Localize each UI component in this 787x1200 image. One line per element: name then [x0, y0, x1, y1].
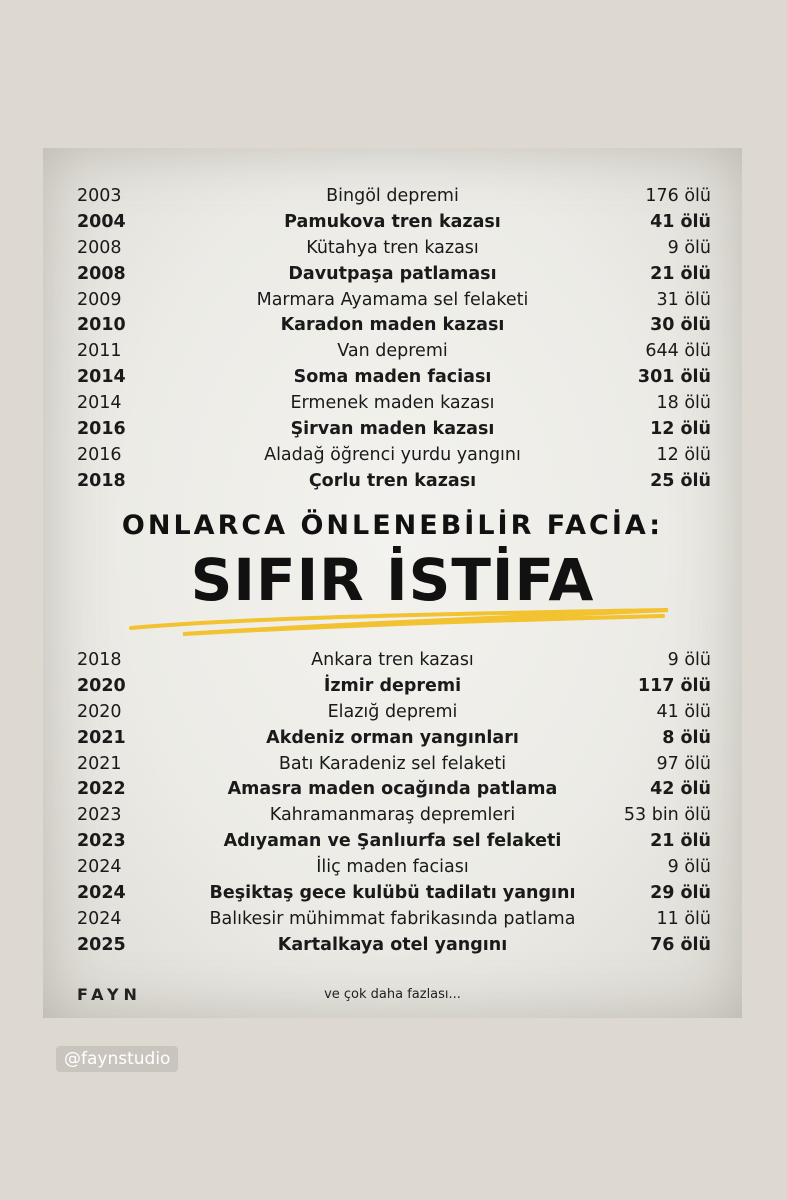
incident-year: 2010	[77, 315, 126, 336]
incident-row	[43, 288, 742, 314]
incident-row	[43, 339, 742, 365]
death-toll: 53 bin ölü	[623, 805, 711, 826]
incident-name: Batı Karadeniz sel felaketi	[278, 753, 507, 774]
incident-name: Şirvan maden kazası	[290, 419, 495, 440]
incident-year: 2016	[77, 419, 126, 440]
incident-name: Beşiktaş gece kulübü tadilatı yangını	[209, 883, 576, 904]
death-toll: 31 ölü	[656, 289, 711, 310]
incident-name: Akdeniz orman yangınları	[266, 727, 519, 748]
incident-year: 2020	[77, 701, 122, 722]
incident-name: Marmara Ayamama sel felaketi	[256, 289, 529, 310]
death-toll: 9 ölü	[667, 857, 711, 878]
incident-year: 2021	[77, 727, 126, 748]
subheading: ONLARCA ÖNLENEBİLİR FACİA:	[121, 510, 664, 541]
incident-row	[43, 648, 742, 674]
incident-row	[43, 236, 742, 262]
brand-logo: FAYN	[77, 985, 142, 1004]
death-toll: 76 ölü	[650, 934, 711, 955]
death-toll: 41 ölü	[656, 701, 711, 722]
death-toll: 176 ölü	[645, 186, 711, 206]
incident-row	[43, 443, 742, 469]
incident-year: 2024	[77, 908, 122, 929]
incident-row	[43, 262, 742, 288]
death-toll: 12 ölü	[656, 444, 711, 465]
incident-year: 2008	[77, 237, 122, 258]
death-toll: 9 ölü	[667, 650, 711, 670]
incident-year: 2018	[77, 650, 122, 670]
death-toll: 30 ölü	[650, 315, 711, 336]
brush-underline	[123, 600, 673, 640]
footer-note: ve çok daha fazlası...	[324, 987, 461, 1002]
death-toll: 18 ölü	[656, 393, 711, 414]
incident-name: Ermenek maden kazası	[290, 393, 495, 414]
death-toll: 29 ölü	[650, 883, 711, 904]
death-toll: 8 ölü	[662, 727, 711, 748]
top-incident-list	[43, 184, 742, 495]
incident-row	[43, 933, 742, 959]
incident-row	[43, 881, 742, 907]
death-toll: 41 ölü	[650, 211, 711, 232]
incident-name: İliç maden faciası	[316, 857, 469, 878]
poster	[43, 148, 742, 1018]
incident-year: 2009	[77, 289, 122, 310]
incident-year: 2020	[77, 675, 126, 696]
incident-row	[43, 391, 742, 417]
death-toll: 25 ölü	[650, 470, 711, 491]
death-toll: 21 ölü	[650, 831, 711, 852]
incident-name: Balıkesir mühimmat fabrikasında patlama	[209, 908, 576, 929]
death-toll: 117 ölü	[637, 675, 711, 696]
death-toll: 11 ölü	[656, 908, 711, 929]
incident-year: 2014	[77, 393, 122, 414]
death-toll: 644 ölü	[645, 341, 711, 362]
incident-year: 2024	[77, 857, 122, 878]
incident-name: İzmir depremi	[323, 675, 462, 696]
incident-row	[43, 803, 742, 829]
incident-year: 2008	[77, 263, 126, 284]
incident-row	[43, 829, 742, 855]
death-toll: 42 ölü	[650, 779, 711, 800]
incident-row	[43, 469, 742, 495]
incident-name: Karadon maden kazası	[280, 315, 505, 336]
death-toll: 12 ölü	[650, 419, 711, 440]
account-handle[interactable]: @faynstudio	[56, 1046, 178, 1072]
incident-row	[43, 184, 742, 210]
incident-row	[43, 726, 742, 752]
incident-row	[43, 365, 742, 391]
incident-row	[43, 210, 742, 236]
death-toll: 97 ölü	[656, 753, 711, 774]
incident-year: 2014	[77, 367, 126, 388]
incident-name: Ankara tren kazası	[311, 650, 474, 670]
incident-row	[43, 417, 742, 443]
incident-name: Aladağ öğrenci yurdu yangını	[264, 444, 521, 465]
incident-name: Bingöl depremi	[326, 186, 459, 206]
bottom-incident-list	[43, 648, 742, 959]
incident-name: Kartalkaya otel yangını	[277, 934, 508, 955]
death-toll: 301 ölü	[637, 367, 711, 388]
incident-row	[43, 777, 742, 803]
incident-row	[43, 700, 742, 726]
incident-name: Elazığ depremi	[327, 701, 458, 722]
incident-name: Van depremi	[337, 341, 448, 362]
incident-row	[43, 752, 742, 778]
incident-year: 2025	[77, 934, 126, 955]
incident-name: Soma maden faciası	[293, 367, 492, 388]
incident-row	[43, 674, 742, 700]
incident-name: Davutpaşa patlaması	[288, 263, 497, 284]
incident-name: Kahramanmaraş depremleri	[269, 805, 516, 826]
incident-name: Pamukova tren kazası	[284, 211, 501, 232]
incident-year: 2011	[77, 341, 122, 362]
incident-year: 2003	[77, 186, 122, 206]
incident-year: 2022	[77, 779, 126, 800]
incident-year: 2018	[77, 470, 126, 491]
headline: SIFIR İSTİFA	[190, 546, 595, 614]
death-toll: 9 ölü	[667, 237, 711, 258]
incident-year: 2024	[77, 883, 126, 904]
incident-year: 2023	[77, 831, 126, 852]
incident-name: Çorlu tren kazası	[308, 470, 477, 491]
incident-name: Adıyaman ve Şanlıurfa sel felaketi	[223, 831, 562, 852]
incident-year: 2023	[77, 805, 122, 826]
incident-name: Amasra maden ocağında patlama	[227, 779, 558, 800]
death-toll: 21 ölü	[650, 263, 711, 284]
incident-year: 2016	[77, 444, 122, 465]
incident-row	[43, 313, 742, 339]
incident-name: Kütahya tren kazası	[306, 237, 479, 258]
brush-stroke	[131, 610, 668, 634]
incident-year: 2004	[77, 211, 126, 232]
incident-row	[43, 855, 742, 881]
incident-row	[43, 907, 742, 933]
incident-year: 2021	[77, 753, 122, 774]
